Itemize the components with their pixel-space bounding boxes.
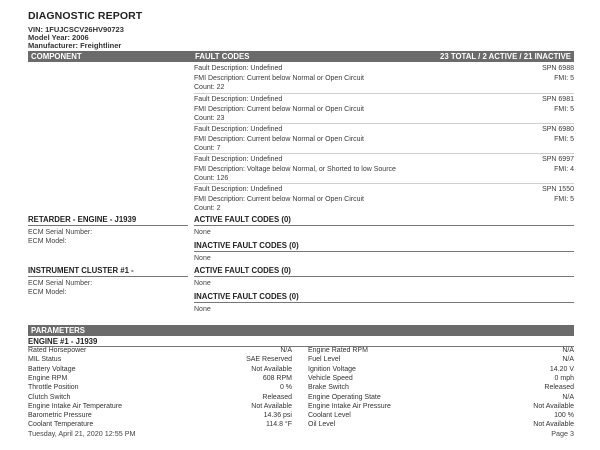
fault-description: Fault Description: Undefined [194,65,283,72]
parameter-label: Engine Intake Air Temperature [28,402,123,410]
fault-totals: 23 TOTAL / 2 ACTIVE / 21 INACTIVE [440,52,571,61]
fault-entry [194,64,574,93]
parameter-value: Not Available [533,402,574,410]
parameter-value: N/A [562,356,574,364]
parameter-value: Released [544,384,574,392]
parameter-label: Battery Voltage [28,365,76,373]
spn-code: SPN 1550 [542,186,574,193]
parameter-value: 100 % [554,412,574,420]
parameters-heading: PARAMETERS [31,326,86,335]
parameter-value: 608 RPM [262,374,292,382]
component-heading: COMPONENT [31,52,82,61]
retarder-inactive-heading: INACTIVE FAULT CODES (0) [194,241,299,250]
parameter-label: MIL Status [28,356,62,364]
parameter-value: N/A [562,393,574,401]
parameter-label: Brake Switch [308,384,349,392]
parameter-value: 0 mph [554,374,574,382]
component-header-bar [28,51,574,62]
divider [28,276,188,277]
parameter-label: Rated Horsepower [28,347,87,354]
spn-code: SPN 6981 [542,96,574,103]
spn-code: SPN 6980 [542,126,574,133]
parameter-label: Engine Rated RPM [308,347,368,354]
fmi-code: FMI: 5 [554,105,574,113]
parameter-value: N/A [562,347,574,354]
fault-entry [194,95,574,124]
parameter-label: Ignition Voltage [308,365,356,373]
cluster-inactive-value: None [194,306,211,313]
parameter-label: Engine Operating State [308,393,381,401]
fault-count: Count: 23 [194,115,225,122]
cluster-inactive-heading: INACTIVE FAULT CODES (0) [194,292,299,301]
fmi-code: FMI: 5 [554,195,574,203]
retarder-inactive-value: None [194,255,211,262]
spn-code: SPN 6997 [542,156,574,163]
fault-codes-heading: FAULT CODES [195,52,250,61]
report-page [28,0,574,450]
ecm-serial-label: ECM Serial Number: [28,229,93,236]
retarder-active-value: None [194,229,211,236]
parameter-label: Barometric Pressure [28,412,92,420]
parameters-header-bar [28,325,574,336]
retarder-component-name: RETARDER - ENGINE - J1939 [28,215,137,224]
fault-entry [194,125,574,154]
cluster-active-heading: ACTIVE FAULT CODES (0) [194,266,291,275]
fault-entry [194,155,574,184]
parameter-value: 0 % [279,384,292,392]
page-number: Page 3 [551,429,574,438]
fmi-code: FMI: 5 [554,74,574,82]
retarder-active-heading: ACTIVE FAULT CODES (0) [194,215,291,224]
parameter-value: N/A [280,347,292,354]
parameter-value: 14.36 psi [263,412,292,420]
ecm-serial-label: ECM Serial Number: [28,280,93,287]
parameter-value: Not Available [251,365,292,373]
parameter-value: Released [262,393,292,401]
fault-count: Count: 2 [194,205,221,212]
fault-divider [194,183,574,184]
parameter-value: 14.20 V [549,365,574,373]
fmi-description: FMI Description: Voltage below Normal, or Shorted to low Source [194,165,396,173]
fmi-description: FMI Description: Current below Normal or Open Circuit [194,74,364,82]
parameter-label: Coolant Level [308,412,351,420]
fault-description: Fault Description: Undefined [194,186,283,193]
fault-divider [194,153,574,154]
parameter-value: Not Available [251,402,292,410]
engine-section-title: ENGINE #1 - J1939 [28,337,98,346]
fault-description: Fault Description: Undefined [194,96,283,103]
fault-count: Count: 22 [194,84,225,91]
parameter-label: Coolant Temperature [28,421,94,429]
fmi-description: FMI Description: Current below Normal or Open Circuit [194,195,364,203]
parameter-value: Not Available [533,421,574,429]
fault-divider [194,93,574,94]
parameter-label: Engine RPM [28,374,68,382]
cluster-active-value: None [194,280,211,287]
model-year-text: Model Year: 2006 [28,33,89,42]
cluster-component-name: INSTRUMENT CLUSTER #1 - [28,266,134,275]
parameter-value: SAE Reserved [246,356,292,364]
divider [194,276,574,277]
report-title: DIAGNOSTIC REPORT [28,10,143,22]
divider [194,302,574,303]
divider [28,225,188,226]
fmi-code: FMI: 4 [554,165,574,173]
fault-count: Count: 7 [194,145,221,152]
fault-divider [194,123,574,124]
fault-entry [194,185,574,214]
report-date: Tuesday, April 21, 2020 12:55 PM [28,429,136,438]
manufacturer-text: Manufacturer: Freightliner [28,41,122,50]
parameter-label: Oil Level [308,421,336,429]
parameter-label: Throttle Position [28,384,79,392]
fmi-code: FMI: 5 [554,135,574,143]
fault-count: Count: 126 [194,175,229,182]
parameter-label: Engine Intake Air Pressure [308,402,391,410]
fmi-description: FMI Description: Current below Normal or Open Circuit [194,105,364,113]
parameter-label: Clutch Switch [28,393,71,401]
parameter-value: 114.8 °F [265,421,292,429]
ecm-model-label: ECM Model: [28,289,67,296]
parameter-label: Fuel Level [308,356,341,364]
parameter-label: Vehicle Speed [308,374,353,382]
divider [194,225,574,226]
fault-description: Fault Description: Undefined [194,126,283,133]
divider [194,251,574,252]
ecm-model-label: ECM Model: [28,238,67,245]
spn-code: SPN 6988 [542,65,574,72]
fmi-description: FMI Description: Current below Normal or Open Circuit [194,135,364,143]
vin-text: VIN: 1FUJCSCV26HV90723 [28,25,124,34]
fault-description: Fault Description: Undefined [194,156,283,163]
